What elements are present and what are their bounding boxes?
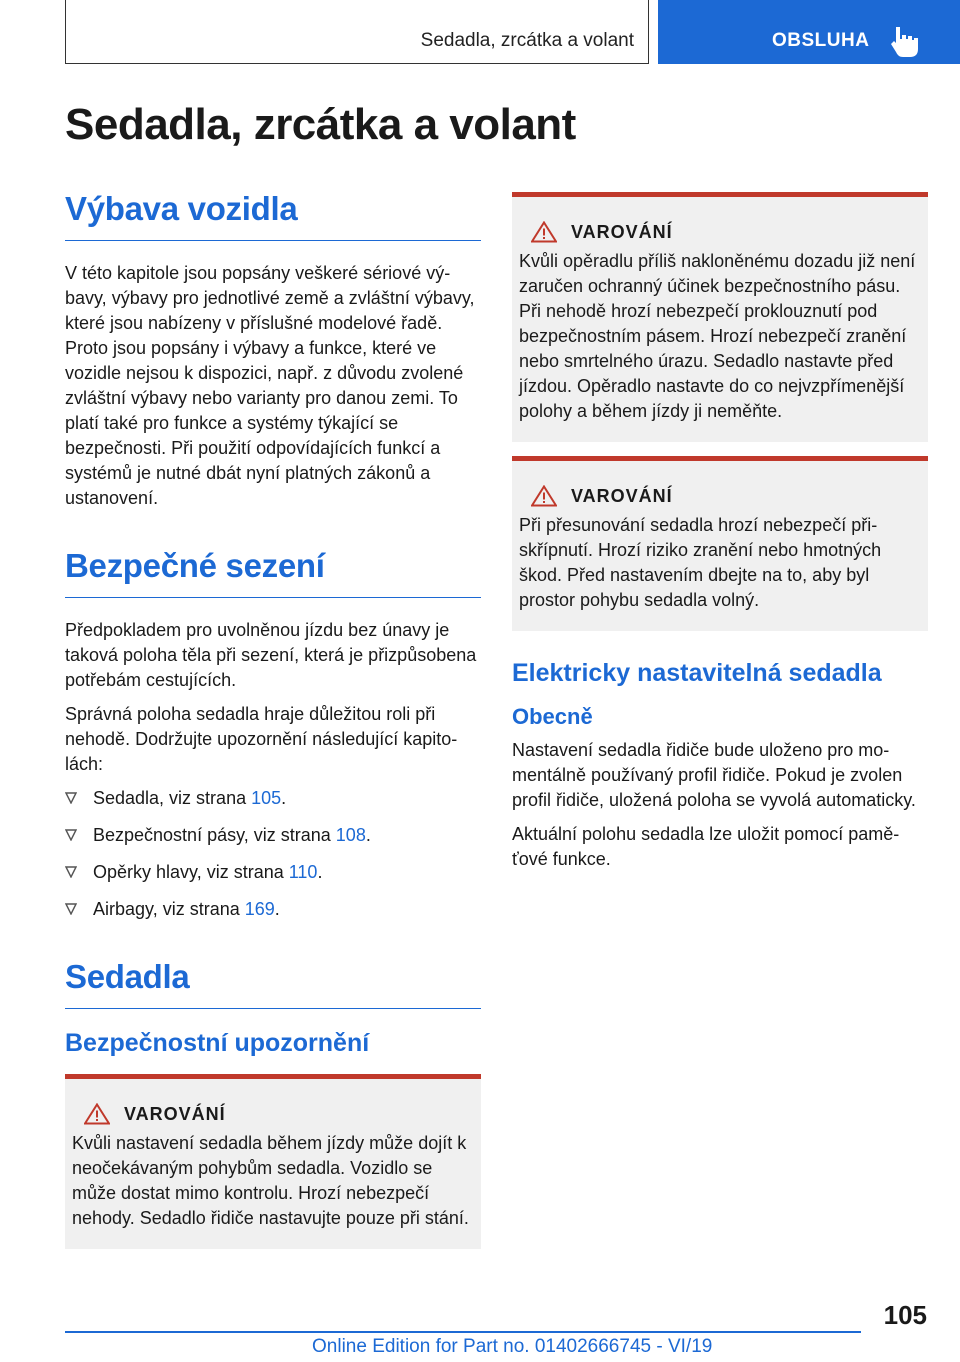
right-column [512,192,928,881]
paragraph-vybava: V této kapitole jsou popsány veškeré sériové výbavy, výbavy pro jednotlivé země a zvláštní výbavy, které jsou nabízeny v příslušné modelové řadě. Proto jsou popsány i výbavy a funkce, které ve vozidle nejsou k dispozici, např. z důvodu zvolené zvláštní výbavy nebo varianty pro danou zemi. To platí také pro funkce a systémy týkající se bezpečnosti. Při použití odpovídajících funkcí a systémů je nutné dbát nyní platných zákonů a ustanovení. [65,263,475,508]
list-item-end: . [365,825,371,845]
warning-header [519,221,916,243]
warning-box [65,1074,481,1249]
header-section-box [65,0,649,64]
warning-text: Kvůli nastavení sedadla během jízdy může dojít k neočekávaným pohybům sedadla. Vozidlo se může dostat mimo kontrolu. Hrozí nebezpečí nehody. Sedadlo řidiče nastavujte pouze při stání. [72,1133,469,1228]
footer-divider [65,1331,861,1333]
page-link[interactable]: 108 [335,825,366,845]
warning-text: Při přesunování sedadla hrozí nebezpečí přiskřípnutí. Hrozí riziko zranění nebo hmotných škod. Před nastavením dbejte na to, aby byl prostor pohybu sedadla volný. [519,515,882,610]
page-link[interactable]: 110 [288,862,318,882]
list-item [65,786,481,811]
paragraph-sezeni-1: Předpokladem pro uvolněnou jízdu bez únavy je taková poloha těla při sezení, která je přizpůsobena potřebám cestujících. [65,620,477,690]
header-section-title: Sedadla, zrcátka a volant [420,30,634,51]
list-item [65,823,481,848]
paragraph-obecne-1: Nastavení sedadla řidiče bude uloženo pro momentálně používaný profil řidiče. Pokud je zvolen profil řidiče, uložená poloha se vyvolá automaticky. [512,740,916,810]
list-item [65,860,481,885]
list-item-end: . [274,899,280,919]
list-item-end: . [317,862,323,882]
cross-reference-list [65,786,481,922]
page-link[interactable]: 169 [244,899,275,919]
footer-edition: Online Edition for Part no. 01402666745 - VI/19 [312,1336,713,1357]
warning-triangle-icon [531,485,557,507]
heading-elektricky-nastavitelna-sedadla: Elektricky nastavitelná sedadla [512,659,882,687]
heading-obecne: Obecně [512,704,593,729]
header-chapter-tab[interactable] [658,0,960,64]
triangle-bullet-icon [65,792,77,804]
left-column [65,190,481,1263]
page-title: Sedadla, zrcátka a volant [65,100,576,149]
warning-header [519,485,916,507]
list-item-text: Bezpečnostní pásy, viz strana [93,825,336,845]
warning-title: VAROVÁNÍ [124,1103,226,1124]
heading-bezpecnostni-upozorneni: Bezpečnostní upozornění [65,1029,370,1057]
triangle-bullet-icon [65,866,77,878]
list-item-text: Airbagy, viz strana [93,899,245,919]
warning-text: Kvůli opěradlu příliš nakloněnému dozadu již není zaručen ochranný účinek bezpečnostního pásu. Při nehodě hrozí nebezpečí proklouznutí pod bezpečnostním pásem. Hrozí nebezpečí zranění nebo smrtelného úrazu. Sedadlo nastavte před jízdou. Opěradlo nastavte do co nejvzpřímenější polohy a během jízdy ji neměňte. [519,251,916,421]
page-link[interactable]: 105 [251,788,282,808]
list-item-text: Sedadla, viz strana [93,788,252,808]
pointing-hand-icon [890,25,920,59]
triangle-bullet-icon [65,829,77,841]
heading-bezpecne-sezeni: Bezpečné sezení [65,547,481,598]
warning-title: VAROVÁNÍ [571,485,673,506]
warning-title: VAROVÁNÍ [571,221,673,242]
page-number: 105 [883,1300,927,1330]
warning-box [512,192,928,442]
warning-box [512,456,928,631]
triangle-bullet-icon [65,903,77,915]
warning-header [72,1103,469,1125]
list-item-text: Opěrky hlavy, viz strana [93,862,289,882]
list-item-end: . [281,788,287,808]
heading-sedadla: Sedadla [65,958,481,1009]
warning-triangle-icon [84,1103,110,1125]
heading-vybava: Výbava vozidla [65,190,481,241]
header-tab-label: OBSLUHA [772,30,870,51]
warning-triangle-icon [531,221,557,243]
list-item [65,897,481,922]
paragraph-sezeni-2: Správná poloha sedadla hraje důležitou roli při nehodě. Dodržujte upozornění následující kapitolách: [65,704,458,774]
paragraph-obecne-2: Aktuální polohu sedadla lze uložit pomocí paměťové funkce. [512,824,900,869]
